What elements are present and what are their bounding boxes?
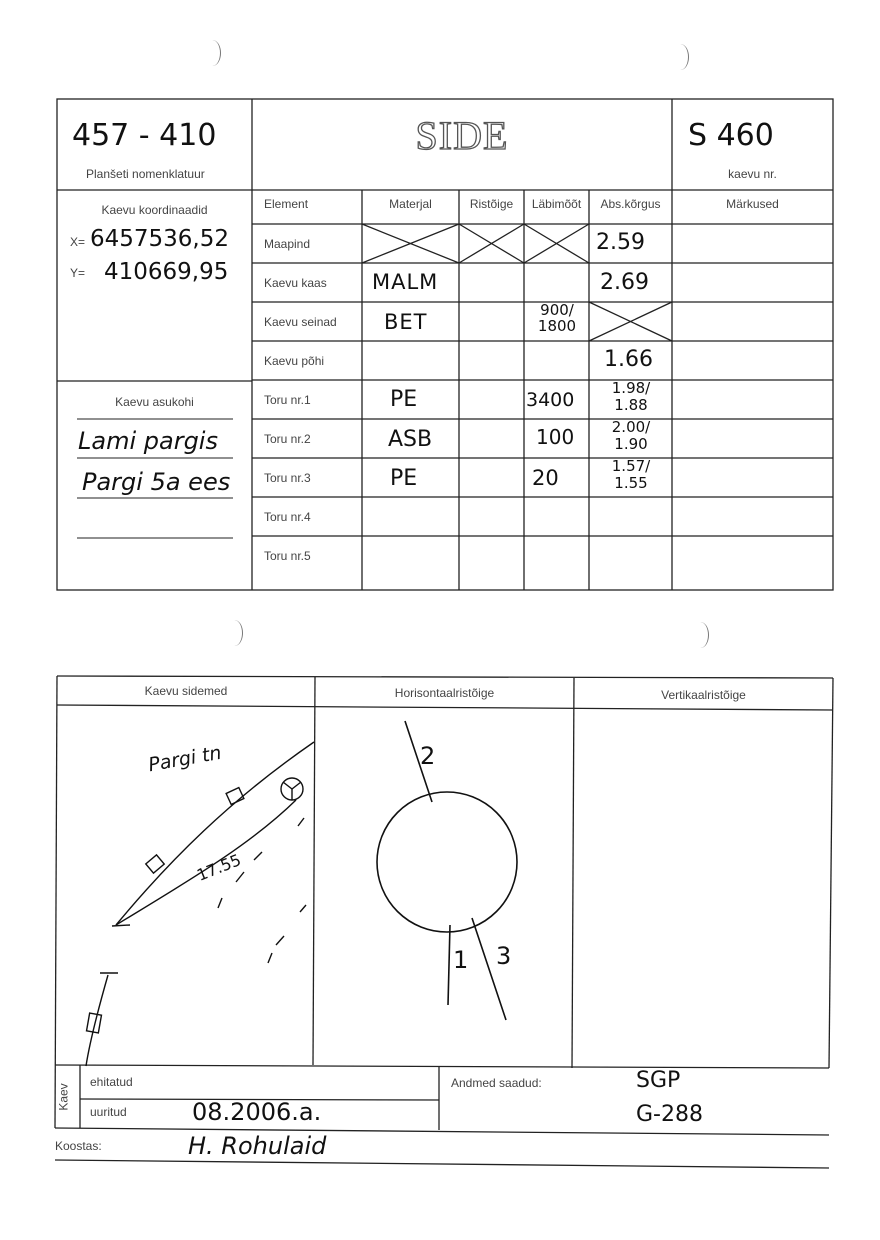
nomenclature-label: Planšeti nomenklatuur: [86, 167, 205, 181]
row-element: Toru nr.5: [264, 549, 311, 563]
col-header-diameter: Läbimõõt: [531, 197, 582, 211]
row-diameter: 20: [532, 466, 559, 490]
author-value: H. Rohulaid: [188, 1132, 327, 1160]
well-number-value: S 460: [688, 118, 774, 153]
col-header-links: Kaevu sidemed: [144, 684, 228, 698]
surveyed-value: 08.2006.a.: [192, 1098, 322, 1126]
surveyed-label: uuritud: [90, 1105, 127, 1119]
location-line-1: Lami pargis: [78, 427, 218, 455]
col-header-notes: Märkused: [726, 197, 779, 211]
row-abs: 2.69: [600, 270, 649, 295]
horizontal-section-sketch: [377, 721, 517, 1020]
row-material: MALM: [372, 270, 439, 294]
row-diameter: 900/ 1800: [537, 301, 577, 335]
pipe-label-1: 1: [453, 946, 469, 974]
row-abs: 1.57/ 1.55: [611, 457, 651, 492]
data-source-label: Andmed saadud:: [451, 1076, 542, 1090]
form-title: SIDE: [415, 113, 509, 158]
row-diameter: 100: [536, 425, 575, 449]
pipe-label-3: 3: [496, 942, 512, 970]
links-sketch: [86, 742, 314, 1066]
row-element: Maapind: [264, 237, 311, 251]
nomenclature-value: 457 - 410: [72, 118, 217, 153]
pipe-label-2: 2: [420, 742, 436, 770]
coord-x-value: 6457536,52: [90, 226, 230, 252]
row-element: Kaevu põhi: [264, 354, 325, 368]
coord-y-value: 410669,95: [104, 259, 229, 285]
row-element: Toru nr.3: [264, 471, 311, 485]
data-source-value-2: G-288: [636, 1102, 703, 1127]
row-element: Toru nr.2: [264, 432, 311, 446]
author-label: Koostas:: [55, 1139, 102, 1153]
col-header-cross: Ristõige: [469, 197, 514, 211]
location-line-2: Pargi 5a ees: [82, 468, 231, 496]
row-element: Kaevu kaas: [264, 276, 327, 290]
row-element: Toru nr.4: [264, 510, 311, 524]
sketch-distance-label: 17.55: [194, 850, 244, 885]
coord-y-prefix: Y=: [70, 266, 86, 280]
row-diameter: 3400: [526, 389, 575, 411]
row-abs: 2.59: [596, 230, 645, 255]
col-header-vertical: Vertikaalristõige: [661, 688, 746, 702]
built-label: ehitatud: [90, 1075, 133, 1089]
location-label: Kaevu asukohi: [115, 395, 194, 409]
row-material: BET: [384, 310, 428, 334]
col-header-element: Element: [264, 197, 309, 211]
row-abs: 1.66: [604, 347, 653, 372]
kaev-label: Kaev: [56, 1083, 71, 1111]
row-element: Kaevu seinad: [264, 315, 337, 329]
col-header-abs: Abs.kõrgus: [600, 197, 661, 211]
row-element: Toru nr.1: [264, 393, 311, 407]
coords-label: Kaevu koordinaadid: [101, 203, 208, 217]
col-header-horizontal: Horisontaalristõige: [394, 686, 495, 700]
row-material: PE: [390, 387, 418, 412]
row-abs: 1.98/ 1.88: [611, 379, 651, 414]
row-material: ASB: [388, 427, 433, 452]
row-abs: 2.00/ 1.90: [611, 418, 651, 453]
sketch-street-label: Pargi tn: [146, 741, 224, 777]
coord-x-prefix: X=: [70, 235, 86, 249]
well-number-label: kaevu nr.: [728, 167, 777, 181]
row-material: PE: [390, 466, 418, 491]
data-source-value-1: SGP: [636, 1068, 681, 1093]
col-header-material: Materjal: [389, 197, 432, 211]
